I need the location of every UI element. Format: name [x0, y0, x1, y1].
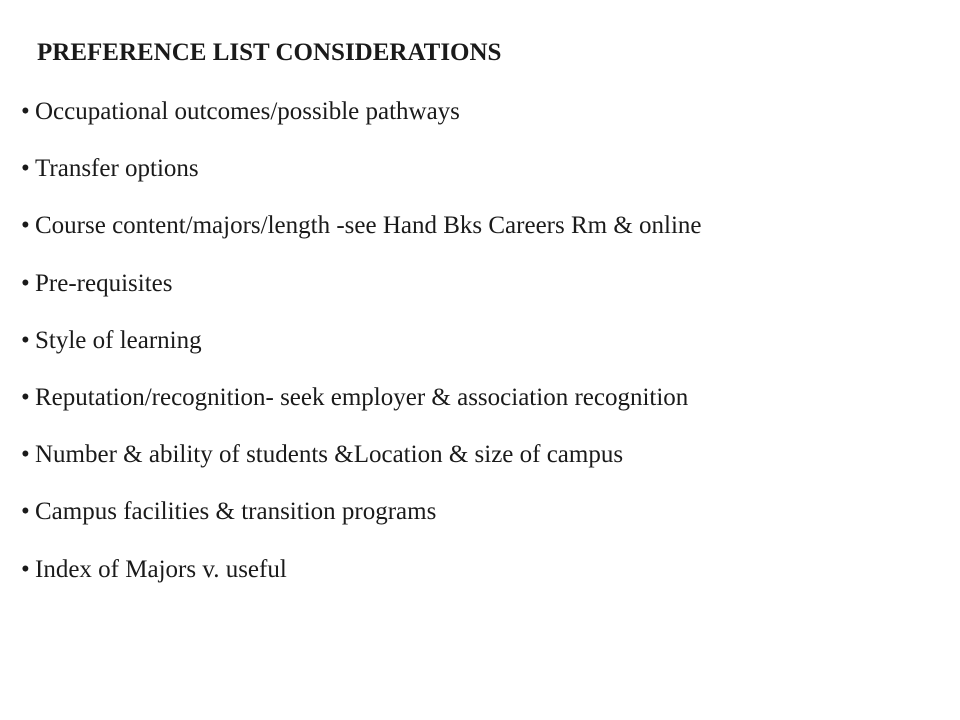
bullet-item [21, 93, 702, 150]
bullet-item [21, 551, 702, 608]
bullet-dot: • [21, 383, 30, 411]
bullet-dot: • [21, 155, 30, 183]
bullet-dot: • [21, 441, 30, 469]
bullet-item [21, 150, 702, 207]
bullet-dot: • [21, 212, 30, 240]
bullet-text: Style of learning [35, 326, 202, 354]
bullet-text: Pre-requisites [35, 269, 173, 297]
bullet-dot: • [21, 98, 30, 125]
bullet-text: Course content/majors/length -see Hand Bks Careers Rm & online [35, 212, 702, 240]
bullet-item [21, 436, 702, 493]
bullet-item [21, 493, 702, 550]
bullet-dot: • [21, 326, 30, 354]
bullet-text: Number & ability of students &Location & size of campus [35, 441, 624, 469]
bullet-item [21, 322, 702, 379]
bullet-text: Transfer options [35, 155, 199, 183]
bullet-text: Index of Majors v. useful [35, 555, 287, 583]
bullet-dot: • [21, 269, 30, 297]
bullet-text: Occupational outcomes/possible pathways [35, 98, 460, 125]
bullet-text: Reputation/recognition- seek employer & association recognition [35, 383, 689, 411]
bullet-text: Campus facilities & transition programs [35, 498, 437, 526]
bullet-list [21, 93, 702, 608]
bullet-item [21, 379, 702, 436]
bullet-dot: • [21, 555, 30, 583]
bullet-item [21, 265, 702, 322]
bullet-item [21, 207, 702, 264]
bullet-dot: • [21, 498, 30, 526]
slide-title: PREFERENCE LIST CONSIDERATIONS [37, 39, 502, 66]
